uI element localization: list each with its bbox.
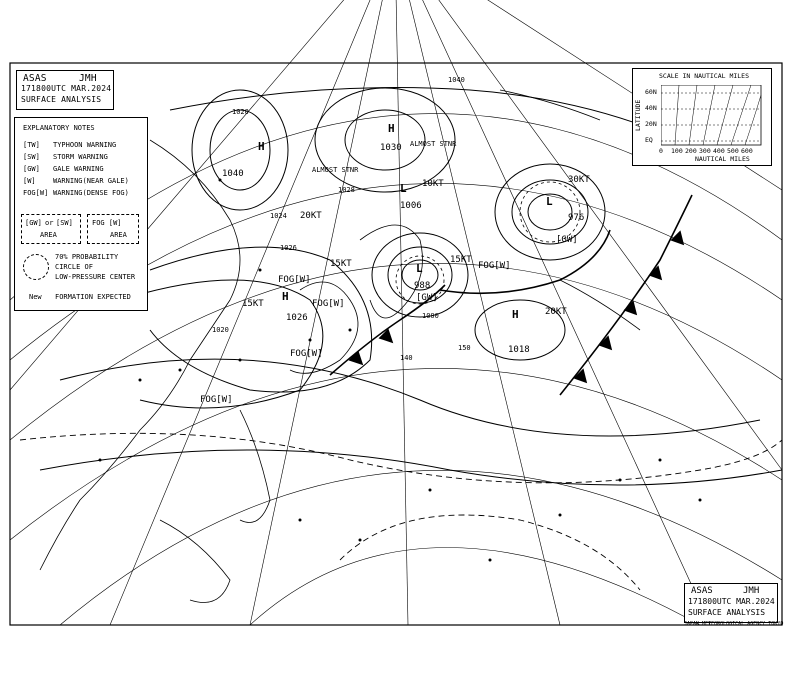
svg-text:ALMOST STNR: ALMOST STNR xyxy=(312,166,359,174)
scale-x-label: NAUTICAL MILES xyxy=(695,155,750,163)
low-center: L xyxy=(416,262,423,275)
svg-text:1020: 1020 xyxy=(212,326,229,334)
scale-box: SCALE IN NAUTICAL MILES LATITUDE 60N 40N 20N EQ 0 100 200 300 400 500 600 NAUTICAL MILES xyxy=(632,68,772,166)
svg-text:15KT: 15KT xyxy=(330,259,352,269)
svg-text:[GW]: [GW] xyxy=(556,235,578,245)
svg-text:1020: 1020 xyxy=(232,108,249,116)
svg-text:15KT: 15KT xyxy=(450,255,472,265)
title-product: SURFACE ANALYSIS xyxy=(21,95,102,104)
low-value: 988 xyxy=(414,281,431,291)
high-center: H xyxy=(388,122,395,135)
note-text: GALE WARNING xyxy=(53,165,104,173)
note-code: [SW] xyxy=(23,153,40,161)
svg-text:1026: 1026 xyxy=(280,244,297,252)
title-center: JMH xyxy=(79,73,97,84)
low-value: 1006 xyxy=(400,201,422,211)
svg-text:1028: 1028 xyxy=(338,186,355,194)
dashed-isobar xyxy=(340,515,640,590)
scale-lat-label: LATITUDE xyxy=(634,99,642,131)
high-center: H xyxy=(512,308,519,321)
pressure-centers xyxy=(222,122,584,355)
high-value: 1040 xyxy=(222,169,244,179)
svg-text:140: 140 xyxy=(400,354,413,362)
high-value: 1026 xyxy=(286,313,308,323)
scale-title: SCALE IN NAUTICAL MILES xyxy=(659,72,750,80)
svg-text:[GW]: [GW] xyxy=(416,293,438,303)
note-code: [GW] xyxy=(23,165,40,173)
high-value: 1018 xyxy=(508,345,530,355)
high-center: H xyxy=(258,140,265,153)
high-value: 1030 xyxy=(380,143,402,153)
low-center: L xyxy=(546,195,553,208)
dashed-isobar xyxy=(20,433,782,483)
svg-text:20KT: 20KT xyxy=(545,307,567,317)
warning-labels xyxy=(200,235,578,405)
svg-text:15KT: 15KT xyxy=(242,299,264,309)
svg-text:10KT: 10KT xyxy=(422,179,444,189)
svg-text:FOG[W]: FOG[W] xyxy=(200,395,233,405)
note-text: WARNING(DENSE FOG) xyxy=(53,189,129,197)
svg-text:30KT: 30KT xyxy=(568,175,590,185)
svg-text:FOG[W]: FOG[W] xyxy=(478,261,511,271)
cold-front xyxy=(560,195,692,395)
svg-text:FOG[W]: FOG[W] xyxy=(278,275,311,285)
new-label: New xyxy=(29,293,42,301)
title-box xyxy=(16,70,114,110)
footer-title-box: ASAS JMH 171800UTC MAR.2024 SURFACE ANALYSIS xyxy=(684,583,778,623)
note-text: WARNING(NEAR GALE) xyxy=(53,177,129,185)
fog-area-legend: FOG [W] AREA xyxy=(87,214,139,244)
scale-graph xyxy=(661,85,765,147)
svg-text:20KT: 20KT xyxy=(300,211,322,221)
low-center: L xyxy=(400,182,407,195)
svg-text:1040: 1040 xyxy=(448,76,465,84)
svg-text:FOG[W]: FOG[W] xyxy=(290,349,323,359)
title-agency: ASAS xyxy=(23,73,47,84)
probability-circle-icon xyxy=(23,254,49,280)
note-text: STORM WARNING xyxy=(53,153,108,161)
notes-heading: EXPLANATORY NOTES xyxy=(23,124,95,132)
gale-area-legend: [GW] or [SW] AREA xyxy=(21,214,81,244)
title-datetime: 171800UTC MAR.2024 xyxy=(21,84,112,93)
note-code: [TW] xyxy=(23,141,40,149)
svg-text:FOG[W]: FOG[W] xyxy=(312,299,345,309)
svg-text:150: 150 xyxy=(458,344,471,352)
note-code: [W] xyxy=(23,177,36,185)
svg-text:1000: 1000 xyxy=(422,312,439,320)
note-code: FOG[W] xyxy=(23,189,49,197)
low-value: 976 xyxy=(568,213,585,223)
note-text: TYPHOON WARNING xyxy=(53,141,117,149)
explanatory-notes: EXPLANATORY NOTES [TW] TYPHOON WARNING [SW] STORM WARNING [GW] GALE WARNING [W] WARNING(NEAR GALE) FOG[W] WARNING(DENSE FOG) [GW] or [SW] AREA FOG [W] AREA 70% PROBABILITY CIRCLE OF LOW-PRESSURE CENTER New FORMATION EXPECTED xyxy=(14,117,148,311)
high-center: H xyxy=(282,290,289,303)
svg-text:ALMOST STNR: ALMOST STNR xyxy=(410,140,457,148)
meridian-labels xyxy=(400,344,471,362)
issuer-label: JAPAN METEOROLOGICAL AGENCY TOKYO xyxy=(684,621,784,627)
svg-text:1024: 1024 xyxy=(270,212,287,220)
